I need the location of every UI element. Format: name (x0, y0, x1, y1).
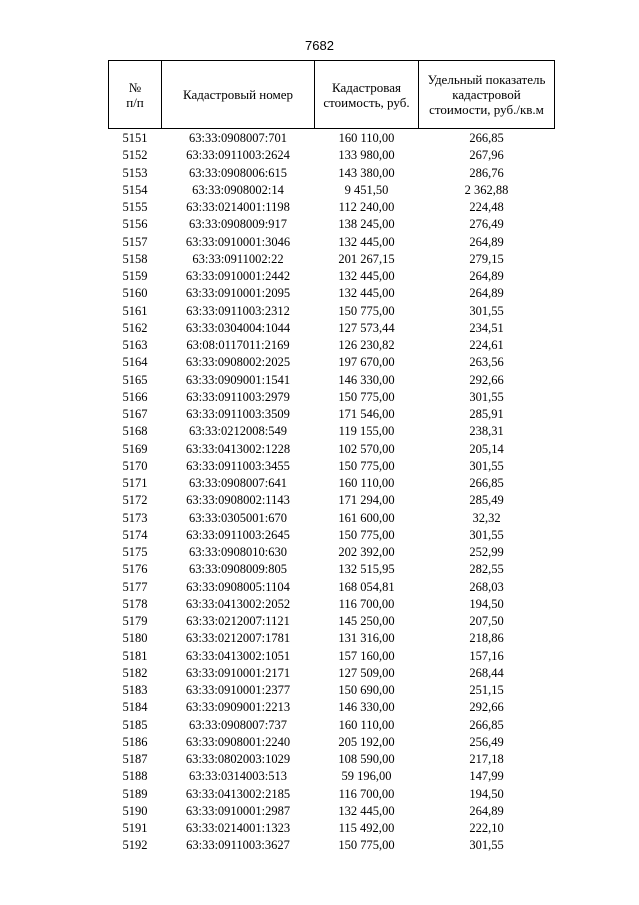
table-row (109, 389, 555, 406)
cell-cost: 157 160,00 (338, 648, 395, 663)
cell-cadastral: 63:33:0413002:1051 (185, 648, 291, 663)
cell-cadastral: 63:33:0911002:22 (192, 251, 284, 266)
cell-num: 5156 (122, 217, 148, 232)
table-row (109, 441, 555, 458)
table-row (109, 406, 555, 423)
cell-specific: 194,50 (469, 596, 504, 611)
cell-num: 5176 (122, 562, 148, 577)
cell-cadastral: 63:33:0910001:2987 (185, 803, 291, 818)
cell-cadastral: 63:33:0413002:2185 (185, 786, 291, 801)
cell-num: 5173 (122, 510, 148, 525)
table-row (109, 147, 555, 164)
cell-specific: 251,15 (469, 683, 504, 697)
cell-cost: 146 330,00 (338, 372, 395, 387)
cell-num: 5169 (122, 441, 148, 456)
table-row (109, 682, 555, 699)
cell-num: 5170 (122, 458, 148, 473)
cell-cadastral: 63:33:0304004:1044 (185, 320, 291, 335)
cell-cost: 202 392,00 (338, 545, 395, 559)
cell-num: 5159 (122, 269, 148, 283)
cell-num: 5180 (122, 631, 148, 646)
cell-cost: 160 110,00 (338, 131, 395, 145)
header-specific-label: Удельный показатель кадастровой стоимости, руб./кв.м (427, 72, 546, 117)
cell-cost: 150 690,00 (338, 683, 395, 697)
cell-cost: 150 775,00 (338, 838, 395, 853)
cell-cost: 112 240,00 (338, 200, 395, 214)
cell-cost: 132 445,00 (338, 803, 395, 818)
cell-num: 5184 (122, 700, 148, 715)
cell-cadastral: 63:08:0117011:2169 (186, 338, 290, 352)
cell-specific: 207,50 (469, 614, 504, 628)
table-row (109, 527, 555, 544)
cell-specific: 301,55 (469, 527, 504, 542)
cell-cost: 115 492,00 (338, 821, 395, 835)
cell-cost: 201 267,15 (338, 251, 395, 266)
cell-cadastral: 63:33:0908006:615 (189, 165, 287, 180)
cell-specific: 266,85 (469, 476, 504, 490)
cell-specific: 264,89 (469, 803, 504, 818)
cell-specific: 266,85 (469, 717, 504, 732)
cell-cadastral: 63:33:0314003:513 (189, 769, 287, 784)
cell-specific: 268,44 (469, 665, 504, 680)
cell-cost: 160 110,00 (338, 476, 395, 490)
cell-cost: 150 775,00 (338, 389, 395, 404)
cell-specific: 267,96 (469, 148, 504, 163)
cell-cost: 161 600,00 (338, 510, 395, 525)
cell-specific: 301,55 (469, 838, 504, 853)
cell-cost: 132 445,00 (338, 234, 395, 249)
cell-specific: 252,99 (469, 545, 504, 559)
cell-cost: 146 330,00 (338, 700, 395, 715)
table-row (109, 648, 555, 665)
cell-cadastral: 63:33:0214001:1198 (186, 200, 290, 214)
table-row (109, 751, 555, 768)
table-row (109, 165, 555, 182)
table-row (109, 354, 555, 371)
cell-num: 5157 (122, 234, 148, 249)
cell-specific: 264,89 (469, 286, 504, 301)
header-cadastral-label: Кадастровый номер (182, 87, 294, 102)
cell-specific: 205,14 (469, 441, 504, 456)
table-row (109, 717, 555, 734)
cell-cost: 133 980,00 (338, 148, 395, 163)
cell-num: 5185 (122, 717, 148, 732)
cell-cadastral: 63:33:0305001:670 (189, 510, 287, 525)
cell-cadastral: 63:33:0908009:805 (189, 562, 287, 577)
cadastral-table (108, 60, 555, 855)
cell-specific: 263,56 (469, 355, 504, 370)
cell-cost: 108 590,00 (338, 752, 395, 766)
cell-specific: 224,48 (469, 200, 504, 214)
cell-num: 5181 (122, 648, 148, 663)
cell-cost: 143 380,00 (338, 165, 395, 180)
cell-num: 5160 (122, 286, 148, 301)
cell-num: 5186 (122, 734, 148, 749)
cell-cost: 150 775,00 (338, 303, 395, 318)
cell-num: 5172 (122, 493, 148, 508)
cell-cadastral: 63:33:0911003:3509 (186, 407, 290, 421)
cell-specific: 279,15 (469, 251, 504, 266)
cell-num: 5183 (122, 683, 148, 697)
cell-specific: 2 362,88 (464, 182, 509, 197)
cell-specific: 264,89 (469, 269, 504, 283)
cell-cadastral: 63:33:0911003:2624 (186, 148, 290, 163)
cell-num: 5189 (122, 786, 148, 801)
cell-cost: 127 509,00 (338, 665, 395, 680)
cell-specific: 285,91 (469, 407, 504, 421)
cell-cadastral: 63:33:0910001:2442 (185, 269, 291, 283)
cell-num: 5164 (122, 355, 148, 370)
table-row (109, 510, 555, 527)
cell-num: 5178 (122, 596, 148, 611)
table-row (109, 475, 555, 492)
cell-num: 5152 (122, 148, 148, 163)
cell-specific: 285,49 (469, 493, 504, 508)
header-cost (315, 61, 419, 129)
cell-cost: 131 316,00 (338, 631, 395, 646)
cell-specific: 276,49 (469, 217, 504, 232)
cell-specific: 301,55 (469, 458, 504, 473)
cell-cadastral: 63:33:0911003:2645 (186, 527, 290, 542)
cell-num: 5177 (122, 579, 148, 594)
table-row (109, 303, 555, 320)
cell-cost: 171 546,00 (338, 407, 395, 421)
cell-specific: 301,55 (469, 303, 504, 318)
table-row (109, 216, 555, 233)
cell-num: 5162 (122, 320, 148, 335)
cell-num: 5166 (122, 389, 148, 404)
cell-cadastral: 63:33:0911003:3627 (186, 838, 290, 853)
cell-cadastral: 63:33:0911003:2312 (186, 303, 290, 318)
cell-cadastral: 63:33:0910001:2171 (185, 665, 291, 680)
table-row (109, 199, 555, 216)
cell-specific: 266,85 (469, 131, 504, 145)
cell-num: 5182 (122, 665, 148, 680)
table-row (109, 699, 555, 716)
table-row (109, 734, 555, 751)
cell-cadastral: 63:33:0910001:2377 (185, 683, 291, 697)
cell-num: 5161 (122, 303, 148, 318)
cell-num: 5154 (122, 182, 148, 197)
cell-specific: 224,61 (469, 338, 504, 352)
cell-cadastral: 63:33:0911003:2979 (186, 389, 290, 404)
header-num (109, 61, 162, 129)
cell-cadastral: 63:33:0911003:3455 (186, 458, 290, 473)
cell-specific: 222,10 (469, 821, 504, 835)
table-row (109, 182, 555, 199)
cell-specific: 147,99 (469, 769, 504, 784)
cell-num: 5168 (122, 424, 148, 439)
cell-num: 5175 (122, 545, 148, 559)
cell-num: 5151 (122, 131, 148, 145)
cell-cadastral: 63:33:0910001:3046 (185, 234, 291, 249)
table-row (109, 579, 555, 596)
table-row (109, 786, 555, 803)
cell-cost: 138 245,00 (338, 217, 395, 232)
cell-cost: 132 445,00 (338, 269, 395, 283)
cell-num: 5165 (122, 372, 148, 387)
cell-specific: 234,51 (469, 320, 504, 335)
table-row (109, 596, 555, 613)
cell-specific: 238,31 (469, 424, 504, 439)
cell-cost: 116 700,00 (338, 786, 395, 801)
table-row (109, 423, 555, 440)
cell-specific: 218,86 (469, 631, 504, 646)
table-row (109, 665, 555, 682)
cell-specific: 286,76 (469, 165, 504, 180)
cell-specific: 157,16 (469, 648, 504, 663)
table-row (109, 337, 555, 354)
table-row (109, 458, 555, 475)
cell-cost: 150 775,00 (338, 458, 395, 473)
cell-cost: 127 573,44 (338, 320, 395, 335)
cell-num: 5155 (122, 200, 148, 214)
cell-cadastral: 63:33:0910001:2095 (185, 286, 291, 301)
table-row (109, 492, 555, 509)
cell-specific: 292,66 (469, 372, 504, 387)
cell-num: 5188 (122, 769, 148, 784)
cell-cadastral: 63:33:0212007:1781 (185, 631, 291, 646)
cell-cost: 132 445,00 (338, 286, 395, 301)
cell-cadastral: 63:33:0413002:1228 (185, 441, 291, 456)
table-row (109, 837, 555, 854)
cell-num: 5187 (122, 752, 148, 766)
cell-specific: 301,55 (469, 389, 504, 404)
cell-specific: 32,32 (472, 510, 501, 525)
table-row (109, 820, 555, 837)
cell-cost: 160 110,00 (338, 717, 395, 732)
table-row (109, 561, 555, 578)
cell-cadastral: 63:33:0214001:1323 (185, 821, 291, 835)
header-num-label: № п/п (126, 79, 144, 110)
cell-cost: 59 196,00 (341, 769, 392, 784)
table-row (109, 803, 555, 820)
cell-cadastral: 63:33:0908009:917 (189, 217, 287, 232)
table-body (109, 129, 555, 855)
table-row (109, 268, 555, 285)
cell-num: 5174 (122, 527, 148, 542)
cell-num: 5153 (122, 165, 148, 180)
cell-num: 5167 (122, 407, 148, 421)
cell-num: 5163 (122, 338, 148, 352)
cell-cadastral: 63:33:0908010:630 (189, 545, 287, 559)
cell-specific: 256,49 (469, 734, 504, 749)
cell-cadastral: 63:33:0802003:1029 (185, 752, 291, 766)
cell-cadastral: 63:33:0909001:1541 (185, 372, 291, 387)
cell-num: 5179 (122, 614, 148, 628)
table-row (109, 768, 555, 785)
cell-cost: 150 775,00 (338, 527, 395, 542)
cell-num: 5158 (122, 251, 148, 266)
cell-cadastral: 63:33:0212008:549 (189, 424, 287, 439)
table-row (109, 630, 555, 647)
cell-specific: 264,89 (469, 234, 504, 249)
cell-cadastral: 63:33:0908007:701 (189, 131, 287, 145)
cell-cost: 116 700,00 (338, 596, 395, 611)
cell-cadastral: 63:33:0908002:2025 (185, 355, 291, 370)
header-cadastral (162, 61, 315, 129)
table-row (109, 234, 555, 251)
cell-num: 5192 (122, 838, 148, 853)
cell-cadastral: 63:33:0908001:2240 (185, 734, 291, 749)
cell-cadastral: 63:33:0908007:641 (189, 476, 287, 490)
cell-cost: 102 570,00 (338, 441, 395, 456)
cell-cost: 132 515,95 (338, 562, 395, 577)
cell-cost: 171 294,00 (338, 493, 395, 508)
cell-cadastral: 63:33:0908007:737 (189, 717, 287, 732)
cell-cost: 168 054,81 (338, 579, 395, 594)
header-specific (419, 61, 555, 129)
cell-cost: 126 230,82 (338, 338, 395, 352)
table-header-row (109, 61, 555, 129)
cell-cadastral: 63:33:0908002:14 (192, 182, 284, 197)
page-number: 7682 (305, 38, 334, 53)
cell-num: 5171 (122, 476, 148, 490)
cell-specific: 282,55 (469, 562, 504, 577)
cell-specific: 292,66 (469, 700, 504, 715)
cell-cadastral: 63:33:0413002:2052 (185, 596, 291, 611)
table-row (109, 251, 555, 268)
cell-num: 5191 (122, 821, 148, 835)
cell-cost: 145 250,00 (338, 614, 395, 628)
cell-cost: 119 155,00 (338, 424, 395, 439)
header-cost-label: Кадастровая стоимость, руб. (323, 79, 410, 110)
cell-specific: 217,18 (469, 752, 504, 766)
cell-cadastral: 63:33:0212007:1121 (186, 614, 290, 628)
cell-cadastral: 63:33:0909001:2213 (185, 700, 291, 715)
table-row (109, 544, 555, 561)
cell-cadastral: 63:33:0908002:1143 (186, 493, 290, 508)
cell-num: 5190 (122, 803, 148, 818)
cell-cadastral: 63:33:0908005:1104 (186, 579, 290, 594)
cell-specific: 194,50 (469, 786, 504, 801)
cell-cost: 205 192,00 (338, 734, 395, 749)
cell-cost: 9 451,50 (344, 182, 389, 197)
table-row (109, 613, 555, 630)
table-row (109, 320, 555, 337)
table-row (109, 372, 555, 389)
cell-specific: 268,03 (469, 579, 504, 594)
table-row (109, 129, 555, 148)
table-row (109, 285, 555, 302)
cell-cost: 197 670,00 (338, 355, 395, 370)
